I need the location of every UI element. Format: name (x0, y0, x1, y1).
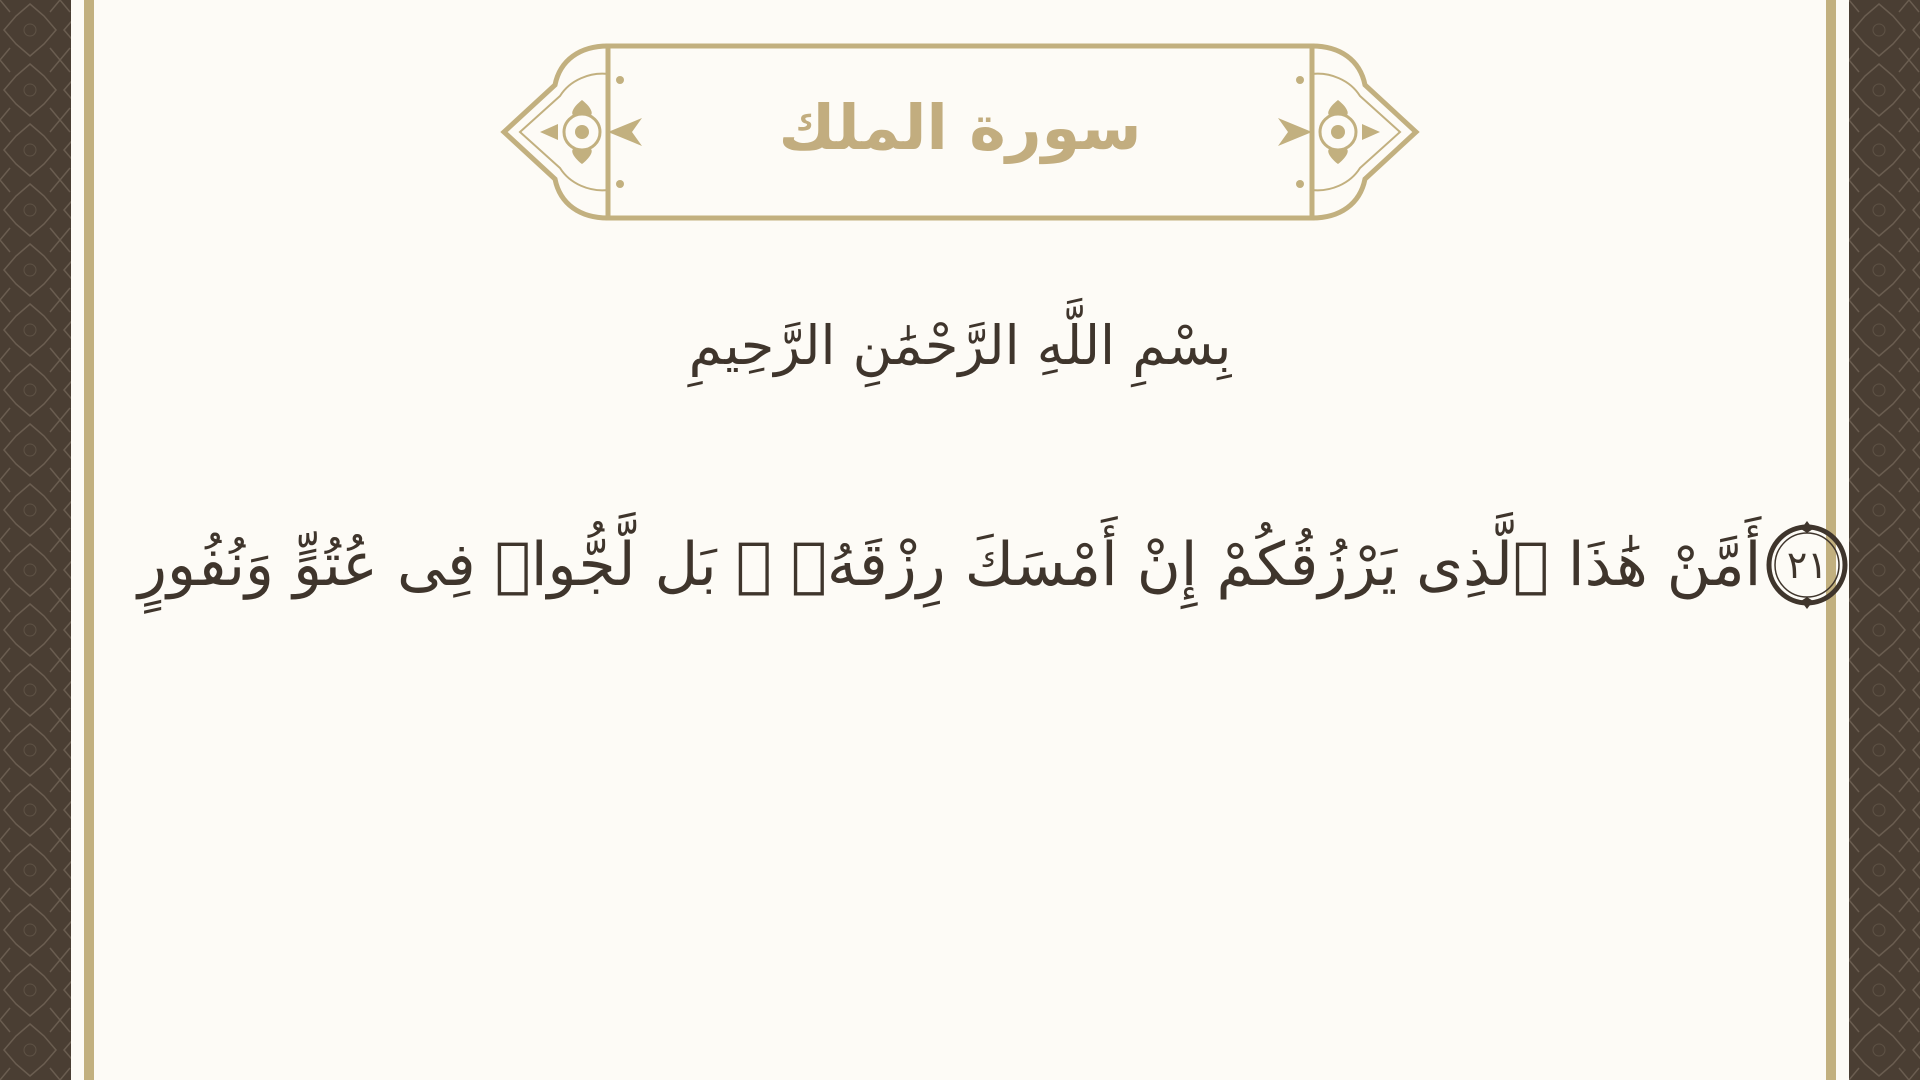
verse-line (138, 500, 1828, 630)
ayah-end-marker (1761, 519, 1853, 611)
surah-title-cartouche (500, 40, 1420, 230)
left-pattern-panel (0, 0, 71, 1080)
geometric-pattern-icon (1849, 0, 1920, 1080)
basmala: بِسْمِ اللَّهِ الرَّحْمَٰنِ الرَّحِيمِ (688, 313, 1232, 377)
right-pattern-panel (1849, 0, 1920, 1080)
verse-number: ٢١ (1786, 543, 1828, 587)
left-gold-border (84, 0, 94, 1080)
verse-text: أَمَّنْ هَٰذَا ٱلَّذِى يَرْزُقُكُمْ إِنْ أَمْسَكَ رِزْقَهُۥ ۚ بَل لَّجُّوا۟ فِى عُتُوٍّ وَنُفُورٍ (138, 530, 1762, 600)
geometric-pattern-icon (0, 0, 71, 1080)
surah-title: سورة الملك (778, 91, 1142, 164)
